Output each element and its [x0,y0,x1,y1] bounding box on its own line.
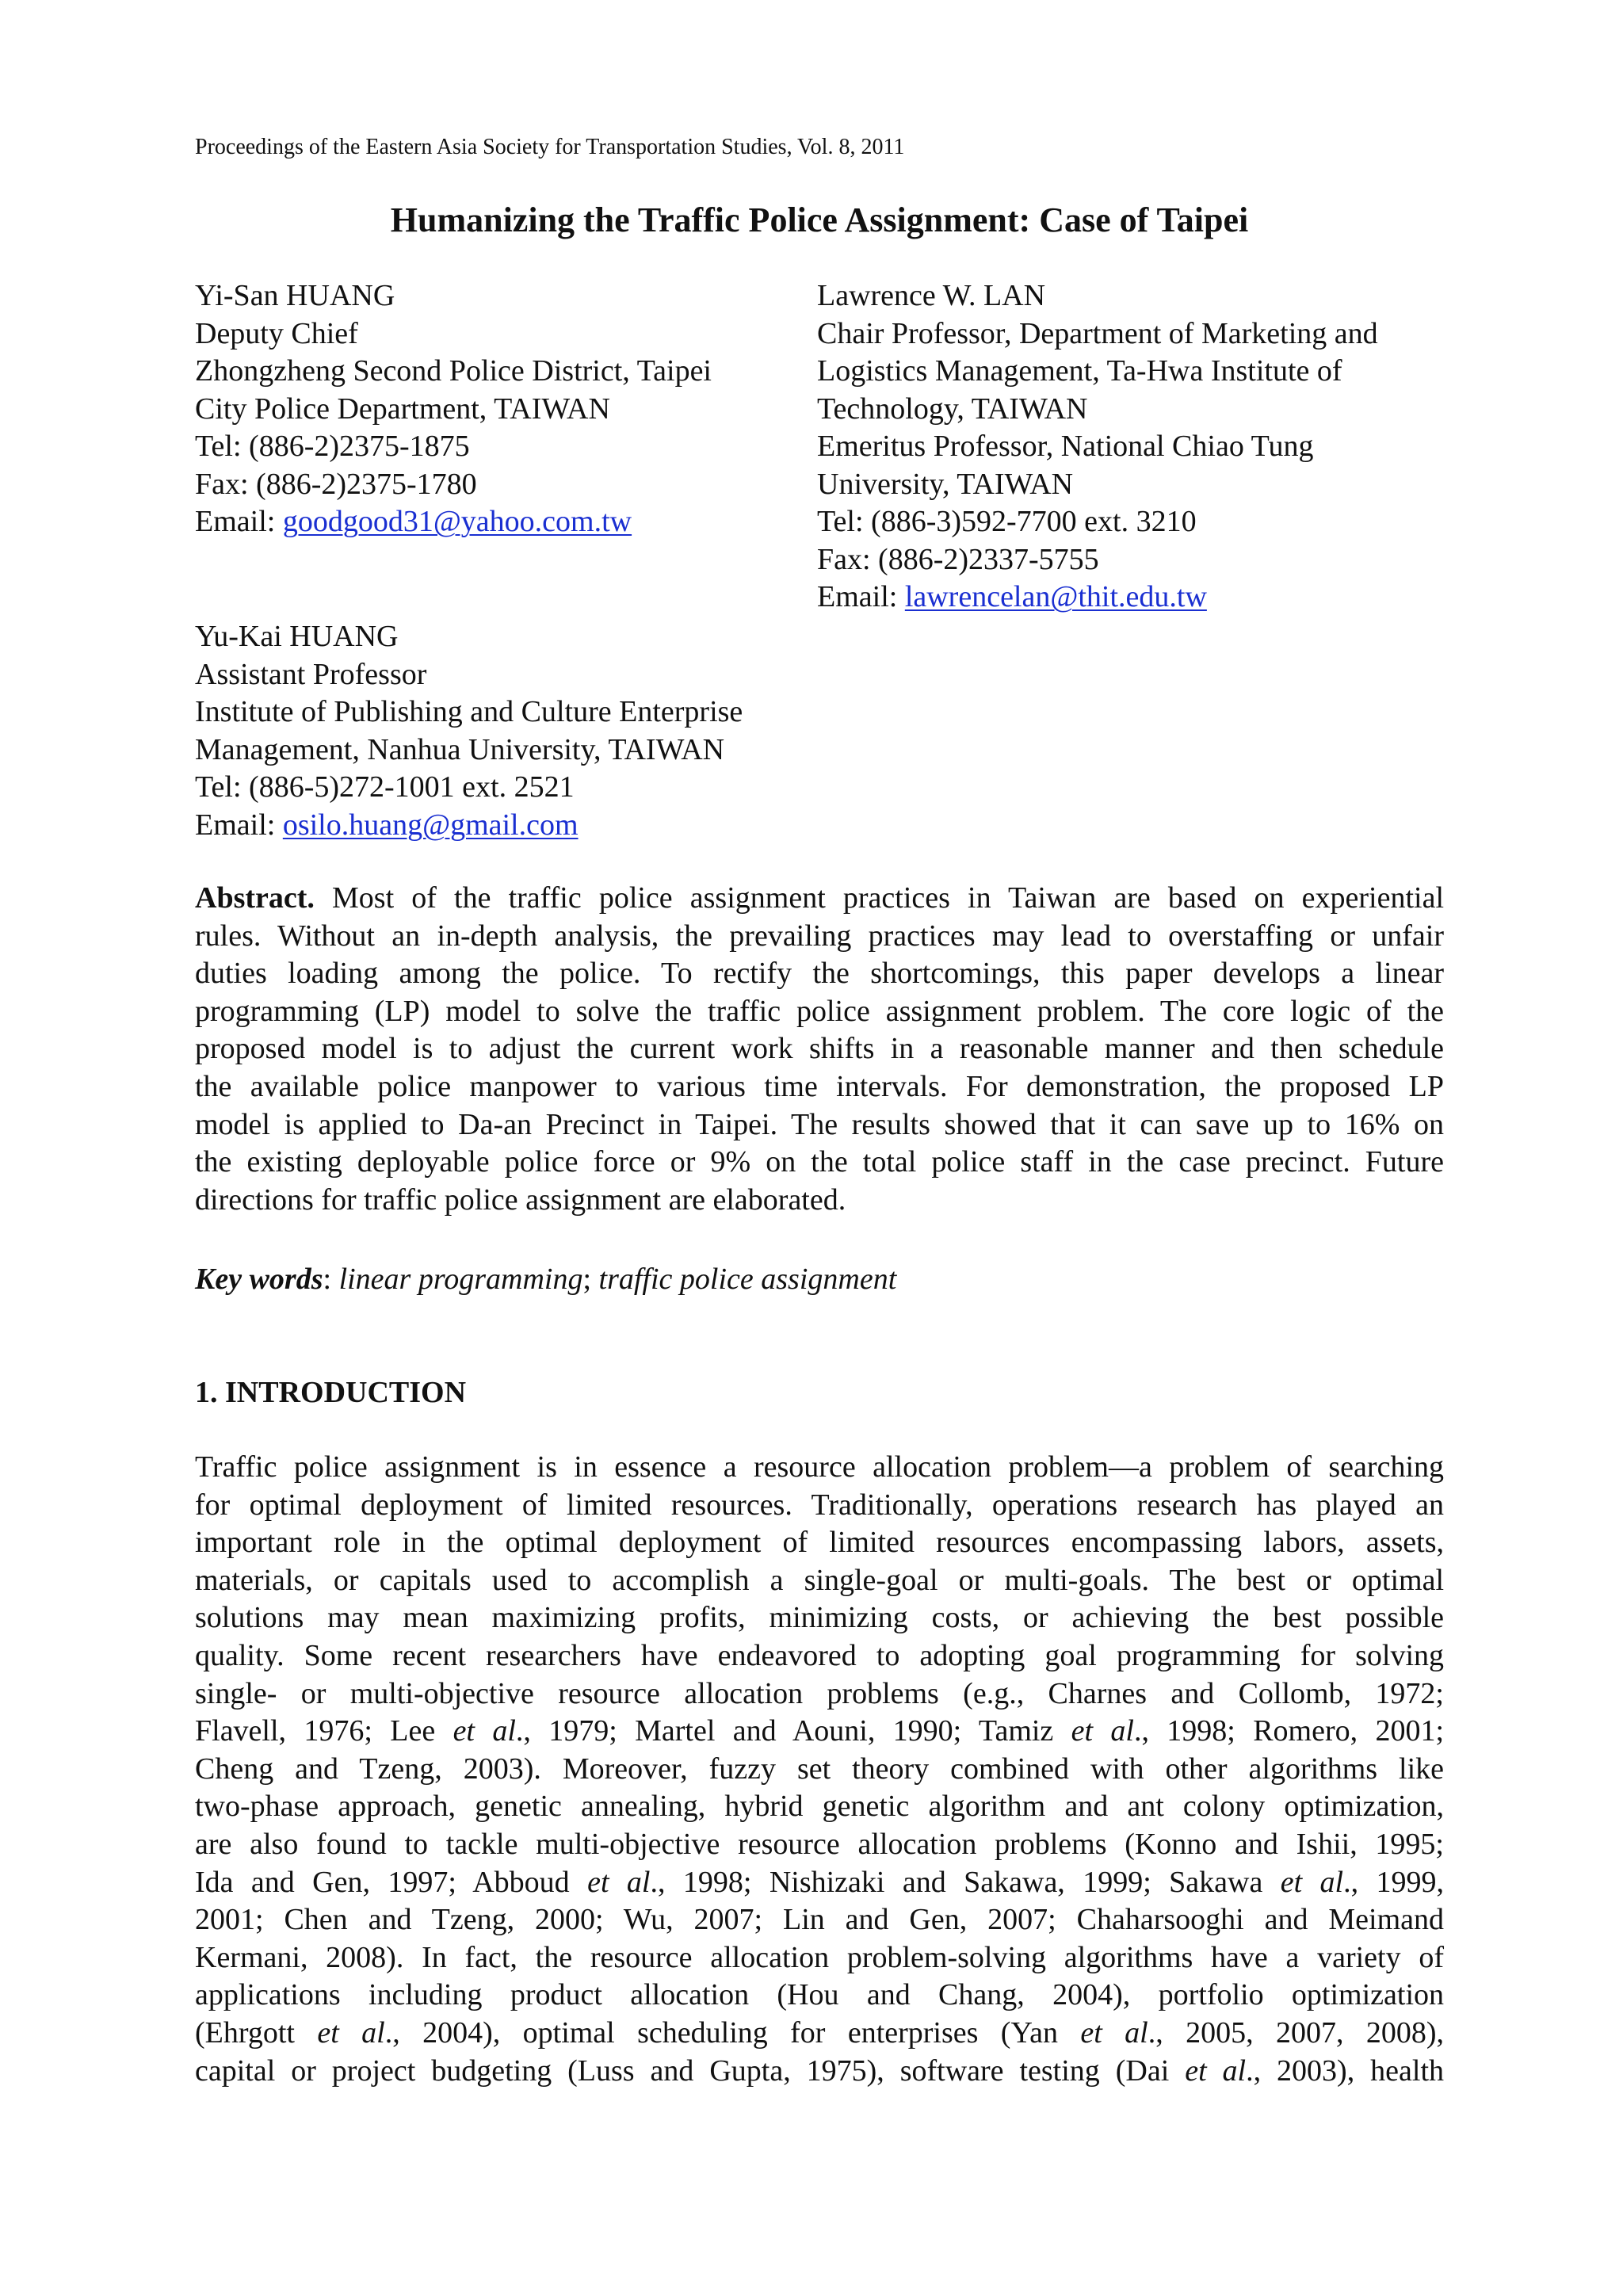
author-email-line [195,503,712,541]
keywords: Key words: linear programming; traffic police assignment [195,1263,897,1296]
running-header: Proceedings of the Eastern Asia Society for Transportation Studies, Vol. 8, 2011 [195,135,905,159]
author-position: Chair Professor, Department of Marketing and [817,316,1378,350]
keywords-label: Key words [195,1263,323,1296]
body-line: capital or project budgeting (Luss and Gupta, 1975), software testing (Dai et al., 2003), health [195,2053,1444,2088]
paper-title: Humanizing the Traffic Police Assignment: Case of Taipei [390,201,1249,239]
author-block-lawrence-lan [817,277,1378,617]
author-email-line [817,579,1378,617]
email-link[interactable]: osilo.huang@gmail.com [282,808,579,842]
body-line: Kermani, 2008). In fact, the resource allocation problem-solving algorithms have a variety of [195,1940,1444,1974]
abstract-line: model is applied to Da-an Precinct in Taipei. The results showed that it can save up to 16% on [195,1107,1444,1141]
author-block-yi-san-huang [195,277,712,541]
body-line: solutions may mean maximizing profits, minimizing costs, or achieving the best possible [195,1601,1444,1635]
email-label: Email: [817,580,905,613]
body-line: are also found to tackle multi-objective resource allocation problems (Konno and Ishii, 1995; [195,1827,1444,1861]
author-position: Logistics Management, Ta-Hwa Institute of [817,354,1342,388]
author-name: Yu-Kai HUANG [195,620,399,653]
author-affiliation: City Police Department, TAIWAN [195,392,610,426]
author-position: Emeritus Professor, National Chiao Tung [817,430,1314,463]
author-position: Assistant Professor [195,657,427,691]
body-line: Cheng and Tzeng, 2003). Moreover, fuzzy set theory combined with other algorithms like [195,1752,1444,1786]
keyword: linear programming [338,1263,583,1296]
author-email-line [195,807,743,845]
body-line: Traffic police assignment is in essence a resource allocation problem—a problem of searching [195,1450,1444,1484]
email-link[interactable]: goodgood31@yahoo.com.tw [282,505,632,538]
author-affiliation: Institute of Publishing and Culture Enterprise [195,695,743,728]
author-fax: Fax: (886-2)2375-1780 [195,467,477,501]
author-position: University, TAIWAN [817,467,1074,501]
author-tel: Tel: (886-5)272-1001 ext. 2521 [195,770,575,804]
email-label: Email: [195,505,283,538]
section-heading: 1. INTRODUCTION [195,1376,467,1409]
author-name: Lawrence W. LAN [817,279,1046,312]
email-link[interactable]: lawrencelan@thit.edu.tw [904,580,1207,613]
abstract-line: the available police manpower to various time intervals. For demonstration, the proposed LP [195,1069,1444,1103]
body-line: materials, or capitals used to accomplish a single-goal or multi-goals. The best or optimal [195,1563,1444,1597]
author-tel: Tel: (886-3)592-7700 ext. 3210 [817,505,1197,538]
body-line: Ida and Gen, 1997; Abboud et al., 1998; Nishizaki and Sakawa, 1999; Sakawa et al., 1999, [195,1865,1445,1899]
author-position: Technology, TAIWAN [817,392,1088,426]
author-block-yu-kai-huang [195,618,743,844]
body-line: 2001; Chen and Tzeng, 2000; Wu, 2007; Lin and Gen, 2007; Chaharsooghi and Meimand [195,1903,1444,1937]
body-line: important role in the optimal deployment of limited resources encompassing labors, assets, [195,1526,1444,1560]
body-line: single- or multi-objective resource allocation problems (e.g., Charnes and Collomb, 1972; [195,1676,1444,1710]
abstract-line: the existing deployable police force or 9% on the total police staff in the case precinct. Future [195,1145,1444,1179]
author-tel: Tel: (886-2)2375-1875 [195,430,470,463]
abstract-line: directions for traffic police assignment are elaborated. [195,1182,846,1217]
author-affiliation: Zhongzheng Second Police District, Taipei [195,354,712,388]
body-line: (Ehrgott et al., 2004), optimal scheduling for enterprises (Yan et al., 2005, 2007, 2008), [195,2015,1445,2050]
body-line: Flavell, 1976; Lee et al., 1979; Martel and Aouni, 1990; Tamiz et al., 1998; Romero, 2001; [195,1714,1445,1748]
body-line: quality. Some recent researchers have endeavored to adopting goal programming for solving [195,1638,1444,1672]
body-line: for optimal deployment of limited resources. Traditionally, operations research has played an [195,1488,1444,1522]
body-line: two-phase approach, genetic annealing, hybrid genetic algorithm and ant colony optimization, [195,1790,1444,1824]
abstract-label: Abstract. [195,881,315,915]
abstract-line: rules. Without an in-depth analysis, the prevailing practices may lead to overstaffing or unfair [195,919,1444,953]
abstract-line: programming (LP) model to solve the traffic police assignment problem. The core logic of the [195,994,1444,1028]
introduction-body [195,1449,1444,2090]
author-affiliation: Management, Nanhua University, TAIWAN [195,732,725,766]
abstract [195,880,1444,1219]
body-line: applications including product allocation (Hou and Chang, 2004), portfolio optimization [195,1978,1444,2012]
email-label: Email: [195,808,283,842]
abstract-line: duties loading among the police. To rectify the shortcomings, this paper develops a linear [195,957,1444,991]
author-name: Yi-San HUANG [195,279,395,312]
author-position: Deputy Chief [195,316,358,350]
abstract-line: proposed model is to adjust the current work shifts in a reasonable manner and then schedule [195,1032,1444,1066]
author-fax: Fax: (886-2)2337-5755 [817,542,1099,576]
abstract-line: Abstract. Most of the traffic police assignment practices in Taiwan are based on experiential [195,881,1444,915]
keyword: traffic police assignment [598,1263,897,1296]
